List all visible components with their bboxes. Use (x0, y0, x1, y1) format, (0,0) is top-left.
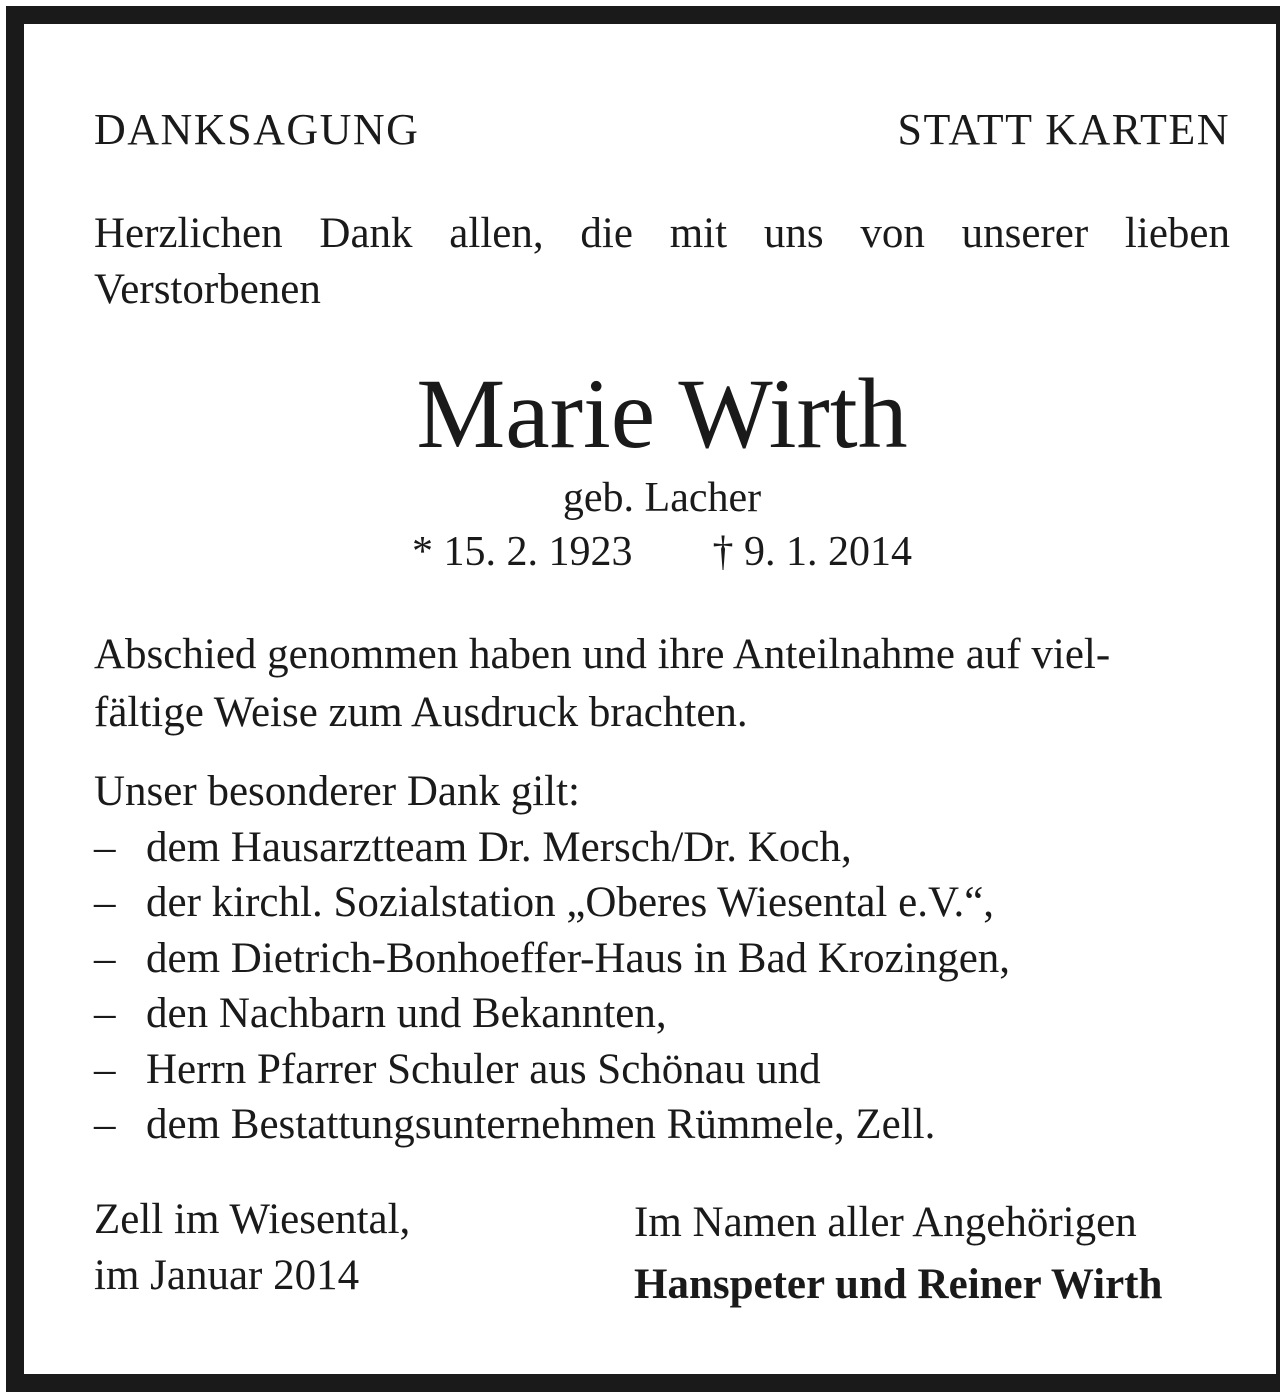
thanks-list (94, 820, 1230, 1153)
list-item (94, 931, 1230, 987)
place: Zell im Wiesental, (94, 1196, 411, 1243)
obituary-content (94, 84, 1234, 1344)
death-date: † 9. 1. 2014 (712, 529, 912, 575)
dash-marker: – (94, 990, 116, 1037)
list-item (94, 875, 1230, 931)
farewell-text (94, 626, 1230, 742)
birth-date: * 15. 2. 1923 (412, 529, 633, 575)
life-dates (94, 526, 1230, 578)
list-item-text: dem Dietrich-Bonhoeffer-Haus in Bad Krozingen, (146, 934, 1011, 982)
deceased-name: Marie Wirth (416, 358, 908, 469)
list-item-text: dem Bestattungsunternehmen Rümmele, Zell. (146, 1101, 936, 1148)
header-title: DANKSAGUNG (94, 105, 420, 154)
intro-text (94, 206, 1230, 318)
list-item (94, 820, 1230, 876)
list-item (94, 1042, 1230, 1098)
on-behalf-text: Im Namen aller Angehörigen (634, 1199, 1137, 1246)
list-item-text: dem Hausarztteam Dr. Mersch/Dr. Koch, (146, 823, 852, 871)
dash-marker: – (94, 1101, 116, 1148)
dash-marker: – (94, 1045, 116, 1093)
list-item (94, 986, 1230, 1042)
header-row (94, 104, 1230, 155)
list-item (94, 1097, 1230, 1153)
list-item-text: der kirchl. Sozialstation „Oberes Wiesental e.V.“, (146, 879, 995, 926)
header-note: STATT KARTEN (897, 105, 1230, 154)
list-item-text: den Nachbarn und Bekannten, (146, 990, 667, 1037)
intro-line-1: Herzlichen Dank allen, die mit uns von unserer lieben (94, 210, 1230, 257)
farewell-line-2: fältige Weise zum Ausdruck brachten. (94, 689, 748, 736)
list-item-text: Herrn Pfarrer Schuler aus Schönau und (146, 1045, 821, 1093)
date: im Januar 2014 (94, 1252, 360, 1299)
farewell-line-1: Abschied genommen haben und ihre Anteilnahme auf viel- (94, 631, 1111, 678)
place-date (94, 1192, 614, 1304)
birth-name: geb. Lacher (562, 475, 762, 521)
obituary-border-frame (6, 6, 1280, 1392)
dash-marker: – (94, 879, 116, 926)
signers: Hanspeter und Reiner Wirth (634, 1261, 1163, 1308)
signature-block (634, 1192, 1234, 1316)
special-thanks (94, 764, 1230, 1153)
dash-marker: – (94, 823, 116, 871)
thanks-heading: Unser besonderer Dank gilt: (94, 768, 580, 815)
dash-marker: – (94, 934, 116, 982)
intro-line-2: Verstorbenen (94, 266, 321, 313)
